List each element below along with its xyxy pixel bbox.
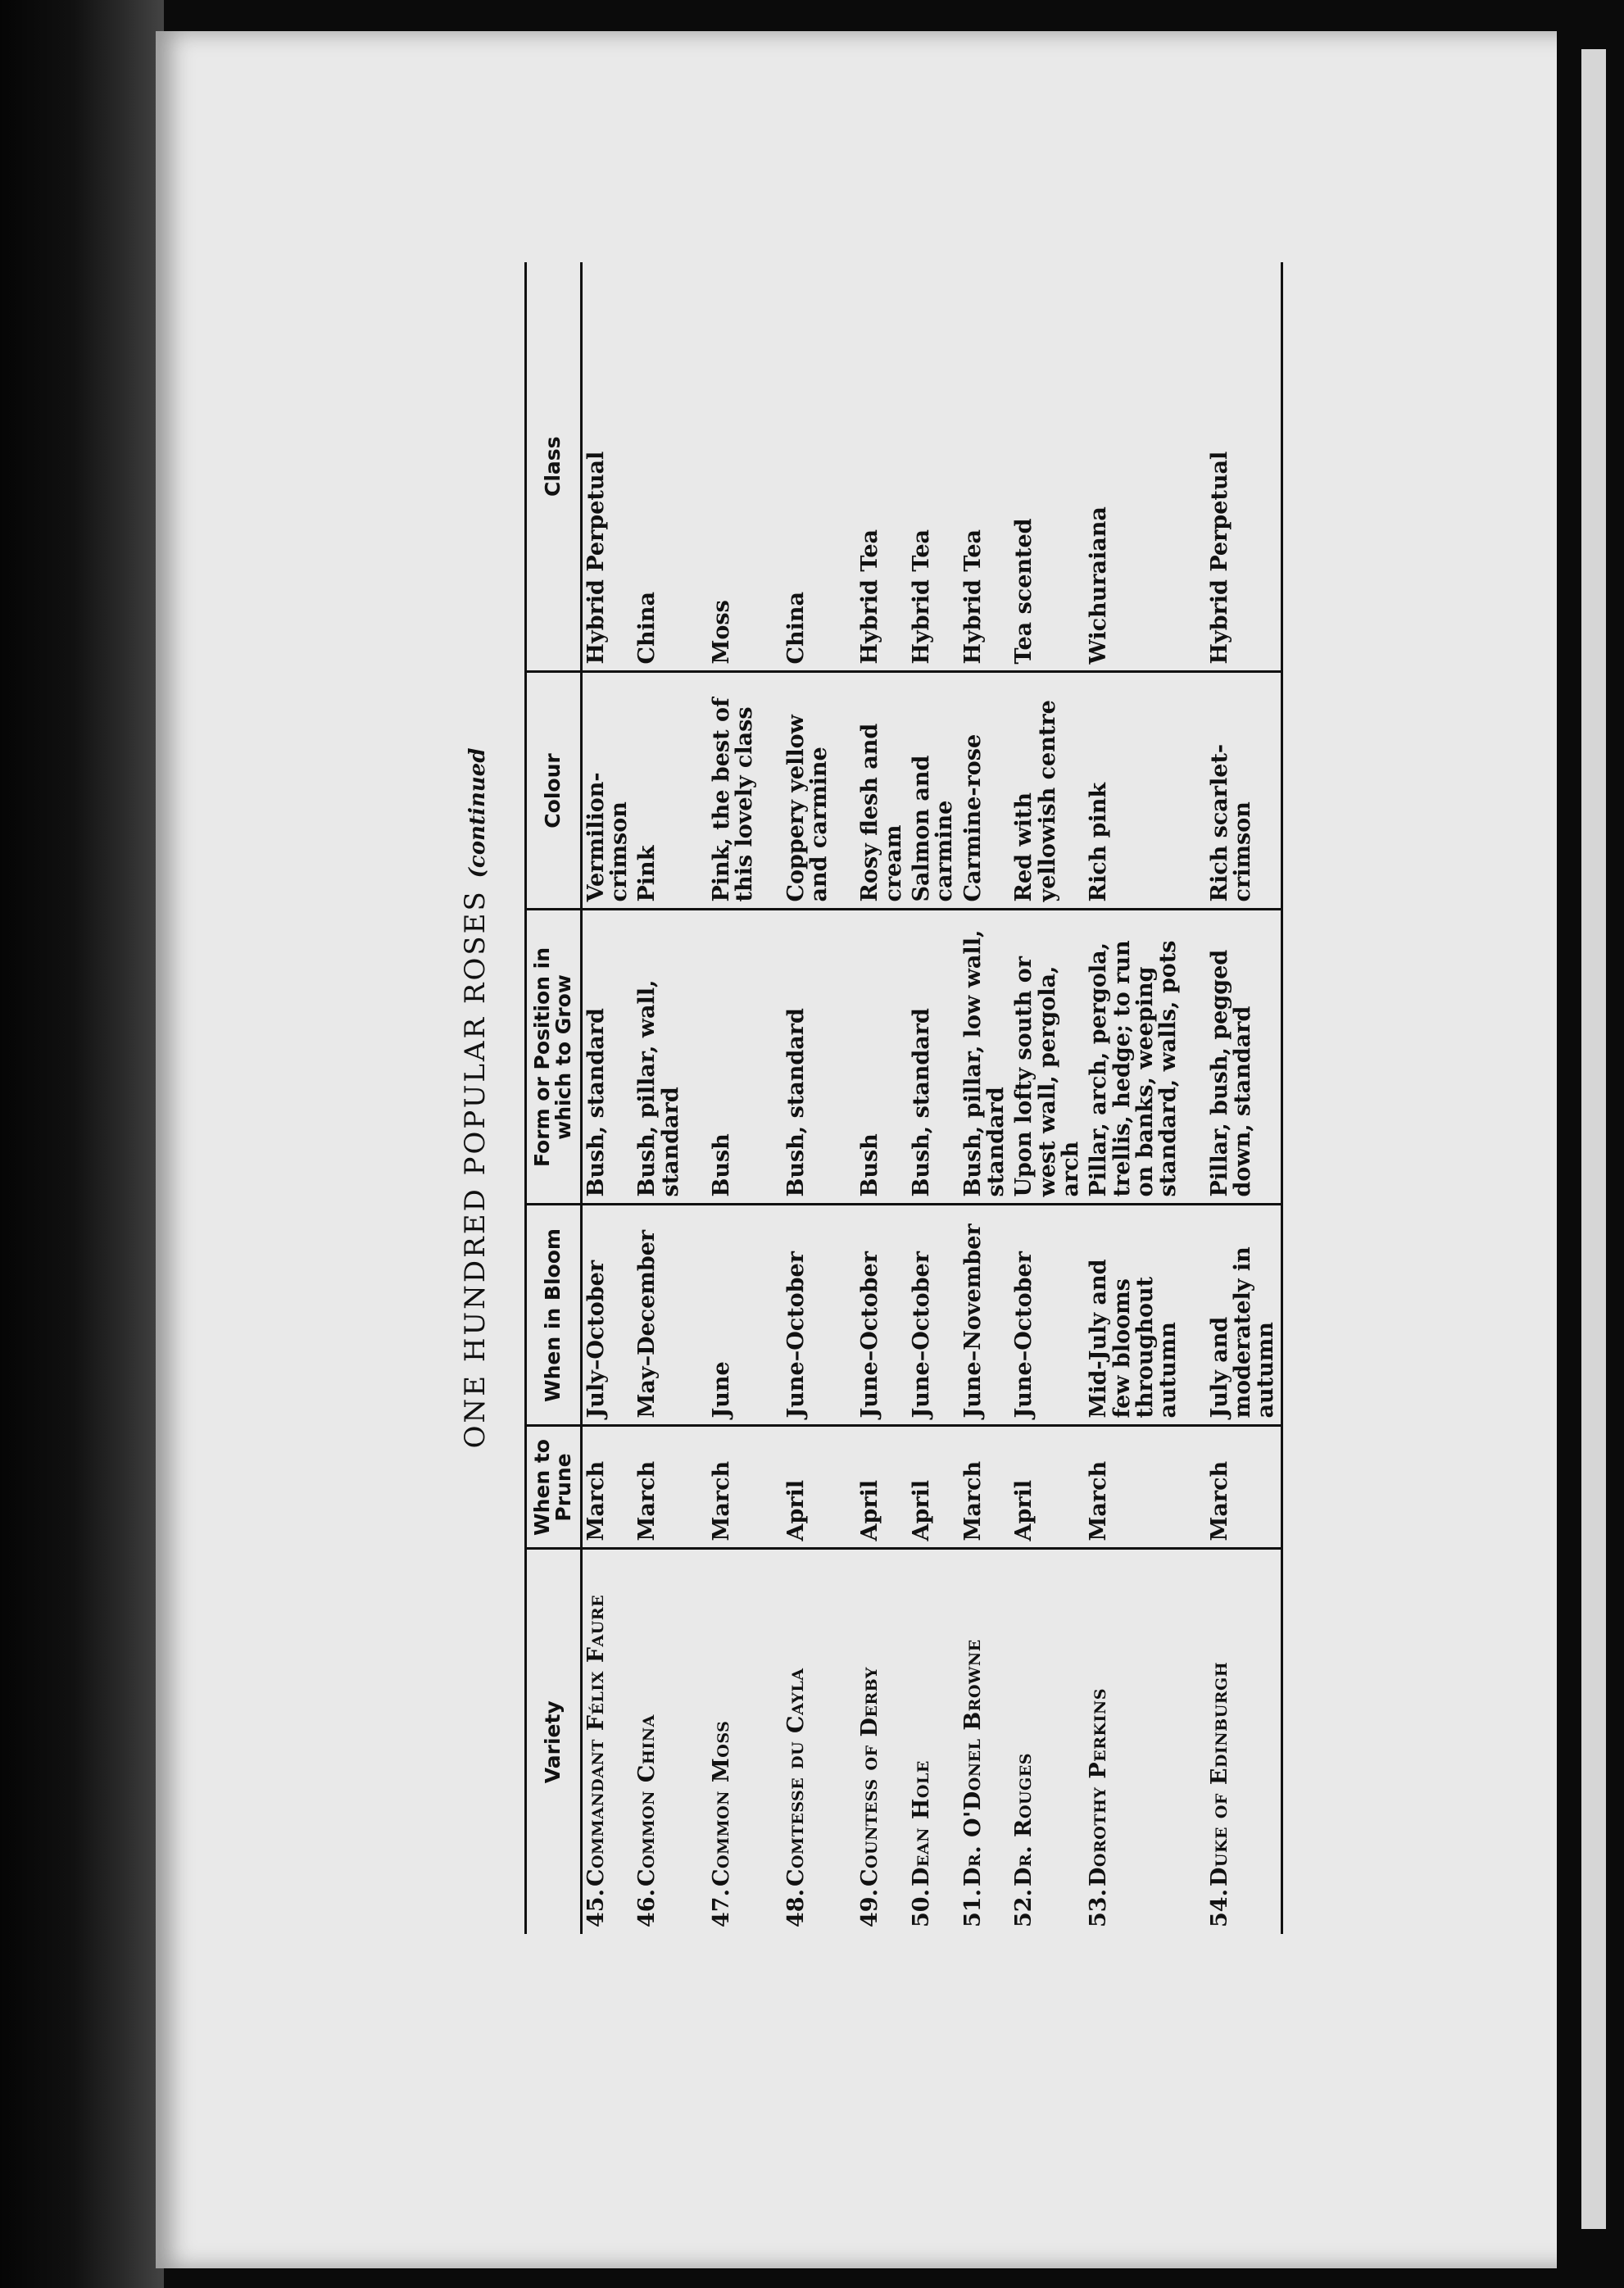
title-suffix: (continued: [465, 747, 490, 878]
spacer-cell: [1183, 1549, 1206, 1934]
cell-colour: Pink, the best of this lovely class: [708, 672, 760, 910]
cell-colour: Carmine-rose: [959, 672, 1011, 910]
spacer-cell: [760, 1205, 783, 1426]
cell-class: Hybrid Perpetual: [1206, 262, 1282, 672]
cell-form: Upon lofty south or west wall, pergola, arch: [1010, 910, 1085, 1205]
spacer-cell: [760, 1426, 783, 1549]
cell-variety: [959, 1549, 1011, 1934]
row-number: 46.: [634, 1889, 660, 1927]
cell-variety: [708, 1549, 760, 1934]
spacer-cell: [833, 1549, 856, 1934]
row-number: 51.: [959, 1889, 986, 1927]
row-number: 52.: [1011, 1889, 1037, 1927]
row-spacer: [760, 262, 783, 1934]
cell-colour: Rosy flesh and cream: [856, 672, 908, 910]
spacer-cell: [760, 910, 783, 1205]
row-number: 48.: [783, 1889, 809, 1927]
cell-prune: March: [959, 1426, 1011, 1549]
header-form: Form or Position in which to Grow: [526, 910, 582, 1205]
cell-colour: Rich pink: [1085, 672, 1182, 910]
cell-variety: [581, 1549, 633, 1934]
cell-bloom: June–October: [908, 1205, 959, 1426]
cell-colour: Vermilion-crimson: [581, 672, 633, 910]
spacer-cell: [760, 262, 783, 672]
table-header: [526, 262, 582, 1934]
cell-colour: Coppery yellow and carmine: [783, 672, 834, 910]
variety-name: Commandant Félix Faure: [583, 1594, 609, 1886]
table-row: [856, 262, 908, 1934]
cell-bloom: June–November: [959, 1205, 1011, 1426]
page-title: [459, 262, 500, 1934]
row-spacer: [1183, 262, 1206, 1934]
cell-form: Bush, standard: [908, 910, 959, 1205]
table-body: [581, 262, 1282, 1934]
cell-form: Pillar, arch, pergola, trellis, hedge; to run on banks, weeping standard, walls, pots: [1085, 910, 1182, 1205]
cell-prune: April: [1010, 1426, 1085, 1549]
variety-name: Duke of Edinburgh: [1206, 1661, 1232, 1886]
cell-colour: Pink: [633, 672, 685, 910]
header-class: Class: [526, 262, 582, 672]
cell-form: Bush, pillar, wall, standard: [633, 910, 685, 1205]
cell-variety: [908, 1549, 959, 1934]
row-number: 54.: [1206, 1889, 1232, 1927]
table-row: [1085, 262, 1182, 1934]
header-prune: When to Prune: [526, 1426, 582, 1549]
spacer-cell: [685, 1549, 708, 1934]
cell-prune: March: [581, 1426, 633, 1549]
variety-name: Common Moss: [708, 1720, 734, 1886]
variety-name: Comtesse du Cayla: [783, 1668, 809, 1886]
roses-table: [524, 262, 1283, 1934]
variety-name: Countess of Derby: [857, 1667, 883, 1886]
table-row: [708, 262, 760, 1934]
cell-prune: March: [1085, 1426, 1182, 1549]
spacer-cell: [760, 1549, 783, 1934]
variety-name: Dorothy Perkins: [1086, 1688, 1112, 1886]
cell-bloom: June–October: [856, 1205, 908, 1426]
cell-class: Moss: [708, 262, 760, 672]
table-row: [1206, 262, 1282, 1934]
table-row: [581, 262, 633, 1934]
cell-variety: [1010, 1549, 1085, 1934]
variety-name: Dr. Rouges: [1011, 1753, 1037, 1886]
spacer-cell: [833, 1205, 856, 1426]
table-row: [959, 262, 1011, 1934]
row-number: 45.: [583, 1889, 609, 1927]
row-number: 47.: [708, 1889, 734, 1927]
spacer-cell: [1183, 1426, 1206, 1549]
cell-class: Wichuraiana: [1085, 262, 1182, 672]
facing-page-strip: [1581, 49, 1606, 2229]
cell-class: Hybrid Tea: [959, 262, 1011, 672]
table-row: [783, 262, 834, 1934]
cell-variety: [633, 1549, 685, 1934]
cell-bloom: July and moderately in autumn: [1206, 1205, 1282, 1426]
spacer-cell: [833, 1426, 856, 1549]
cell-variety: [783, 1549, 834, 1934]
spacer-cell: [833, 910, 856, 1205]
spacer-cell: [685, 1426, 708, 1549]
header-bloom: When in Bloom: [526, 1205, 582, 1426]
cell-class: Hybrid Tea: [908, 262, 959, 672]
cell-bloom: Mid-July and few blooms throughout autumn: [1085, 1205, 1182, 1426]
cell-class: China: [783, 262, 834, 672]
cell-form: Bush, standard: [581, 910, 633, 1205]
table-row: [633, 262, 685, 1934]
cell-form: Pillar, bush, pegged down, standard: [1206, 910, 1282, 1205]
cell-bloom: June–October: [1010, 1205, 1085, 1426]
cell-prune: March: [708, 1426, 760, 1549]
cell-prune: April: [783, 1426, 834, 1549]
variety-name: Common China: [634, 1714, 660, 1886]
title-text: ONE HUNDRED POPULAR ROSES: [459, 889, 492, 1449]
cell-colour: Rich scarlet-crimson: [1206, 672, 1282, 910]
cell-class: Hybrid Perpetual: [581, 262, 633, 672]
cell-form: Bush: [856, 910, 908, 1205]
cell-form: Bush, standard: [783, 910, 834, 1205]
row-number: 50.: [908, 1889, 934, 1927]
spacer-cell: [685, 672, 708, 910]
cell-class: Tea scented: [1010, 262, 1085, 672]
cell-variety: [856, 1549, 908, 1934]
spacer-cell: [760, 672, 783, 910]
spacer-cell: [1183, 910, 1206, 1205]
variety-name: Dean Hole: [908, 1760, 934, 1886]
cell-class: China: [633, 262, 685, 672]
cell-class: Hybrid Tea: [856, 262, 908, 672]
spacer-cell: [833, 262, 856, 672]
spacer-cell: [685, 910, 708, 1205]
table-row: [908, 262, 959, 1934]
cell-colour: Salmon and carmine: [908, 672, 959, 910]
row-spacer: [833, 262, 856, 1934]
cell-colour: Red with yellowish centre: [1010, 672, 1085, 910]
spacer-cell: [1183, 262, 1206, 672]
spacer-cell: [1183, 1205, 1206, 1426]
cell-prune: March: [1206, 1426, 1282, 1549]
cell-form: Bush, pillar, low wall, standard: [959, 910, 1011, 1205]
cell-bloom: June–October: [783, 1205, 834, 1426]
book-spine-shadow: [0, 0, 164, 2288]
row-spacer: [685, 262, 708, 1934]
cell-bloom: June: [708, 1205, 760, 1426]
cell-prune: April: [908, 1426, 959, 1549]
header-colour: Colour: [526, 672, 582, 910]
variety-name: Dr. O'Donel Browne: [959, 1639, 986, 1886]
table-row: [1010, 262, 1085, 1934]
spacer-cell: [685, 1205, 708, 1426]
row-number: 49.: [857, 1889, 883, 1927]
cell-variety: [1085, 1549, 1182, 1934]
spacer-cell: [833, 672, 856, 910]
cell-prune: April: [856, 1426, 908, 1549]
spacer-cell: [1183, 672, 1206, 910]
cell-bloom: July–October: [581, 1205, 633, 1426]
cell-prune: March: [633, 1426, 685, 1549]
spacer-cell: [685, 262, 708, 672]
row-number: 53.: [1086, 1889, 1112, 1927]
cell-form: Bush: [708, 910, 760, 1205]
cell-variety: [1206, 1549, 1282, 1934]
cell-bloom: May–December: [633, 1205, 685, 1426]
rotated-page-content: [459, 0, 1508, 1934]
header-variety: Variety: [526, 1549, 582, 1934]
